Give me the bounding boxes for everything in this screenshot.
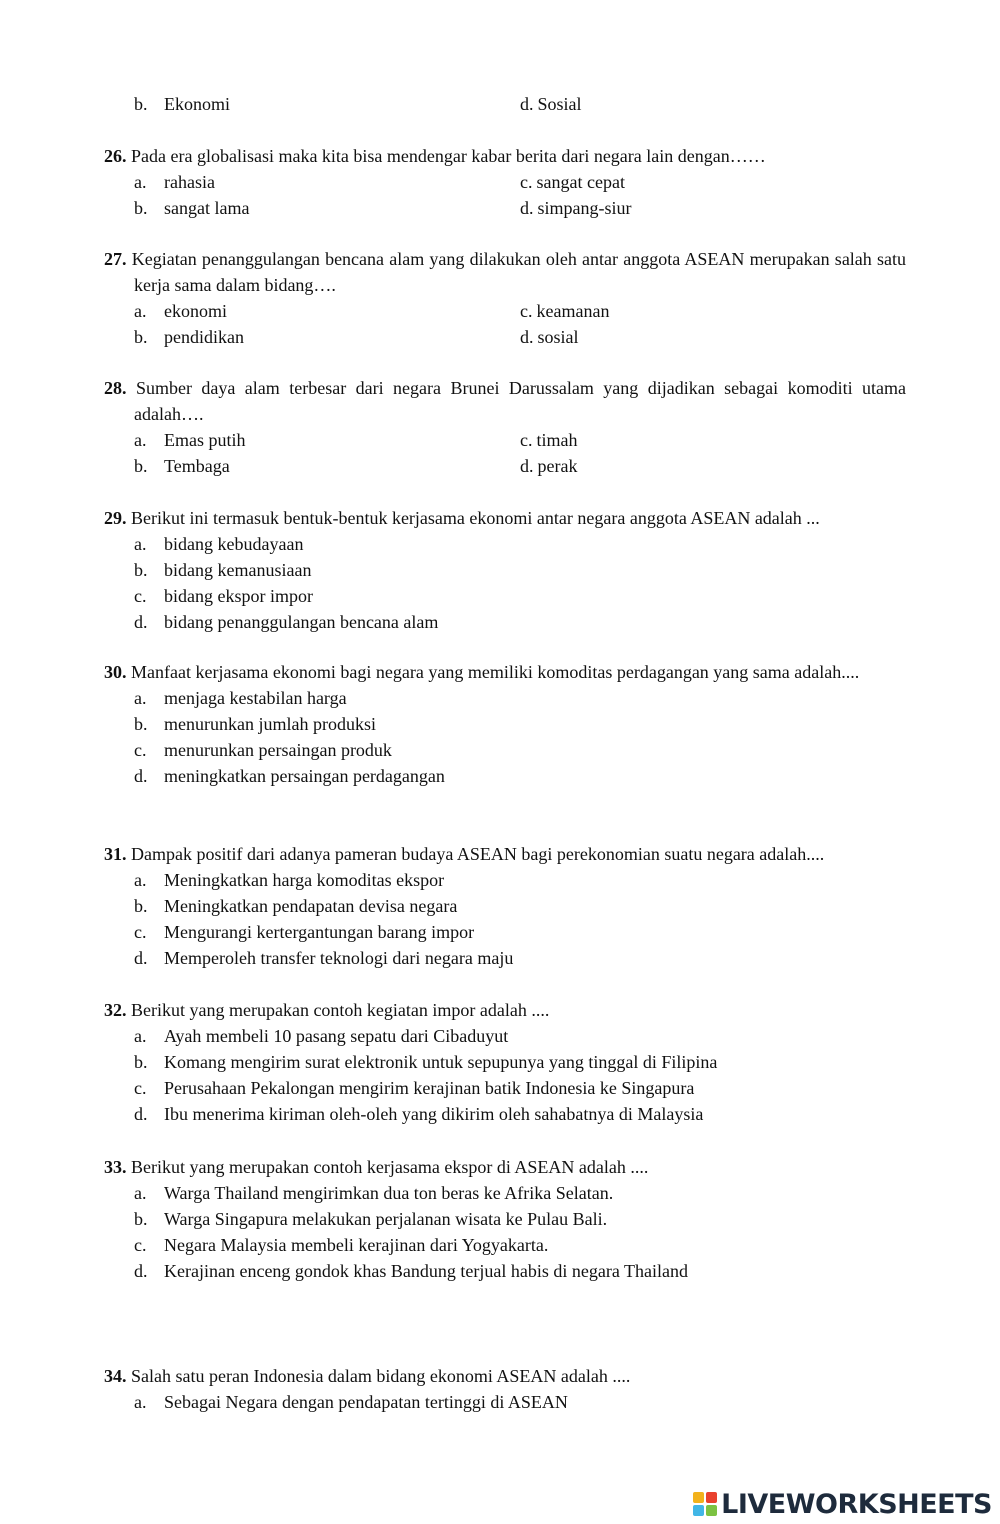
option-b[interactable]: b. Tembaga [134,456,230,476]
option-a[interactable]: a. menjaga kestabilan harga [134,688,347,708]
option-a[interactable]: a. Emas putih [134,430,246,450]
option-a[interactable]: a. Warga Thailand mengirimkan dua ton beras ke Afrika Selatan. [134,1183,614,1203]
option-d[interactable]: d. sosial [520,327,579,347]
option-d[interactable]: d. bidang penanggulangan bencana alam [134,612,439,632]
question-text: 34. Salah satu peran Indonesia dalam bidang ekonomi ASEAN adalah .... [104,1366,631,1386]
option-d[interactable]: d. Kerajinan enceng gondok khas Bandung terjual habis di negara Thailand [134,1261,689,1281]
question-text: 28. Sumber daya alam terbesar dari negara Brunei Darussalam yang dijadikan sebagai komoditi utama adalah…. [104,378,907,424]
option-a[interactable]: a. Sebagai Negara dengan pendapatan tertinggi di ASEAN [134,1392,568,1412]
question-text: 29. Berikut ini termasuk bentuk-bentuk kerjasama ekonomi antar negara anggota ASEAN adalah ... [104,508,820,528]
option-c[interactable]: c. menurunkan persaingan produk [134,740,392,760]
options-row [104,453,906,479]
option-a[interactable]: a. bidang kebudayaan [134,534,304,554]
option-b[interactable]: b. sangat lama [134,198,250,218]
options-row [104,324,906,350]
option-a[interactable]: a. ekonomi [134,301,227,321]
question-text: 32. Berikut yang merupakan contoh kegiatan impor adalah .... [104,1000,550,1020]
question-text: 26. Pada era globalisasi maka kita bisa mendengar kabar berita dari negara lain dengan…… [104,146,766,166]
options-row [104,298,906,324]
option-b[interactable]: b. pendidikan [134,327,244,347]
question-26 [104,143,906,221]
options-row [104,427,906,453]
option-a[interactable]: a. Ayah membeli 10 pasang sepatu dari Cibaduyut [134,1026,509,1046]
option-b[interactable]: b. bidang kemanusiaan [134,560,312,580]
option-c[interactable]: c. Perusahaan Pekalongan mengirim kerajinan batik Indonesia ke Singapura [134,1078,695,1098]
question-text: 31. Dampak positif dari adanya pameran budaya ASEAN bagi perekonomian suatu negara adalah.... [104,844,825,864]
option-b[interactable]: b. Meningkatkan pendapatan devisa negara [134,896,458,916]
logo-text: LIVEWORKSHEETS [721,1488,992,1520]
option-c[interactable]: c. sangat cepat [520,172,625,192]
question-text: 27. Kegiatan penanggulangan bencana alam yang dilakukan oleh antar anggota ASEAN merupakan salah satu kerja sama dalam bidang…. [104,249,907,295]
logo-square [706,1505,717,1516]
question-31 [104,841,906,971]
option-c[interactable]: c. Negara Malaysia membeli kerajinan dari Yogyakarta. [134,1235,549,1255]
logo-mark-icon [693,1492,717,1516]
logo-square [693,1492,704,1503]
question-27 [104,246,906,350]
question-32 [104,997,906,1127]
options-row [104,91,906,117]
options-row [104,195,906,221]
question-29 [104,505,906,635]
question-text: 33. Berikut yang merupakan contoh kerjasama ekspor di ASEAN adalah .... [104,1157,649,1177]
option-b[interactable]: b. Warga Singapura melakukan perjalanan wisata ke Pulau Bali. [134,1209,608,1229]
option-d[interactable]: d. meningkatkan persaingan perdagangan [134,766,445,786]
option-b[interactable]: b. Komang mengirim surat elektronik untuk sepupunya yang tinggal di Filipina [134,1052,718,1072]
option-c[interactable]: c. timah [520,430,578,450]
question-34 [104,1363,906,1415]
option-d[interactable]: d. perak [520,456,578,476]
option-c[interactable]: c. bidang ekspor impor [134,586,313,606]
option-d[interactable]: d. Ibu menerima kiriman oleh-oleh yang dikirim oleh sahabatnya di Malaysia [134,1104,704,1124]
option-d: d. Sosial [520,94,582,114]
options-row [104,169,906,195]
logo-square [693,1505,704,1516]
option-b[interactable]: b. menurunkan jumlah produksi [134,714,376,734]
option-b: b. Ekonomi [134,94,230,114]
liveworksheets-logo[interactable] [693,1487,992,1521]
question-28 [104,375,906,479]
option-d[interactable]: d. Memperoleh transfer teknologi dari negara maju [134,948,514,968]
option-d[interactable]: d. simpang-siur [520,198,632,218]
question-30 [104,659,906,789]
option-c[interactable]: c. Mengurangi kertergantungan barang impor [134,922,475,942]
logo-square [706,1492,717,1503]
option-a[interactable]: a. rahasia [134,172,215,192]
question-text: 30. Manfaat kerjasama ekonomi bagi negara yang memiliki komoditas perdagangan yang sama adalah.... [104,662,860,682]
option-a[interactable]: a. Meningkatkan harga komoditas ekspor [134,870,445,890]
option-c[interactable]: c. keamanan [520,301,610,321]
prev-question-options [104,91,906,117]
question-33 [104,1154,906,1284]
